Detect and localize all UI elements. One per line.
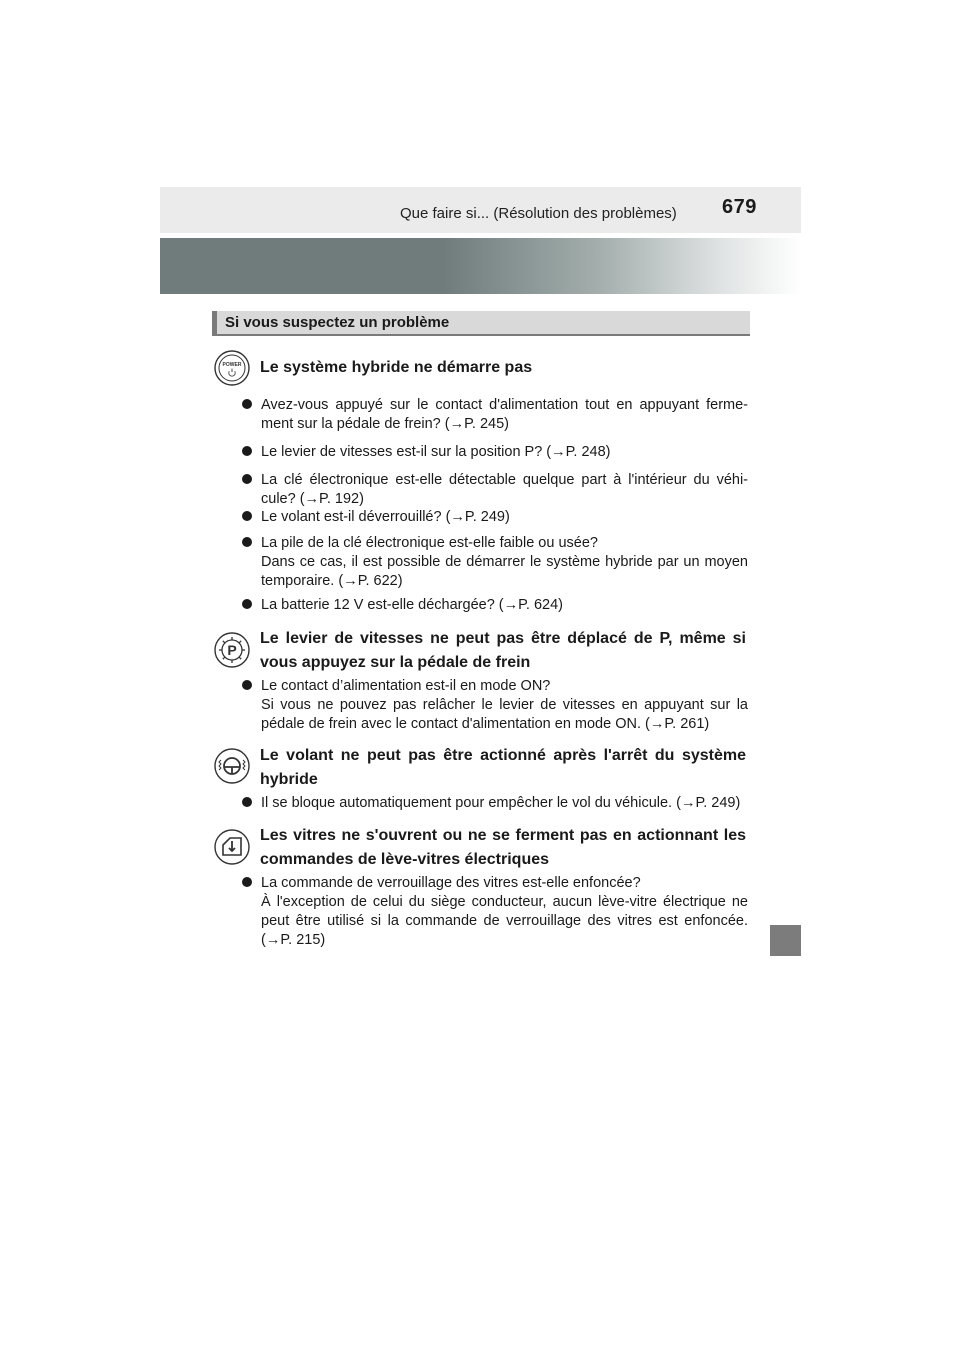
chapter-side-tab xyxy=(770,925,801,956)
section-heading-text: Si vous suspectez un problème xyxy=(225,314,450,331)
bullet-icon xyxy=(242,399,252,409)
bullet-icon xyxy=(242,537,252,547)
bullet-icon xyxy=(242,474,252,484)
list-item: Avez-vous appuyé sur le contact d'alimentation tout en appuyant ferme- ment sur la pédale de frein? (→P. 245) xyxy=(242,396,748,434)
list-item: Le levier de vitesses est-il sur la position P? (→P. 248) xyxy=(242,443,748,462)
steering-lock-icon xyxy=(214,748,250,784)
list-item: Il se bloque automatiquement pour empêcher le vol du véhicule. (→P. 249) xyxy=(242,794,748,813)
bullet-icon xyxy=(242,446,252,456)
list-item: La commande de verrouillage des vitres est-elle enfoncée? À l'exception de celui du siège conducteur, aucun lève-vitre électrique ne peut être utilisé si la commande de verrouillage des vitres est enfoncée. (→P. 215) xyxy=(242,874,748,950)
topic-title: Les vitres ne s'ouvrent ou ne se ferment pas en actionnant les commandes de lève-vitres électriques xyxy=(260,827,746,868)
topic-title: Le système hybride ne démarre pas xyxy=(260,359,533,376)
list-item: Le contact d’alimentation est-il en mode ON? Si vous ne pouvez pas relâcher le levier de vitesses en appuyant sur la pédale de frein avec le contact d'alimentation en mode ON. (→P. 261) xyxy=(242,677,748,734)
topic-title: Le volant ne peut pas être actionné après l'arrêt du système hybride xyxy=(260,747,746,788)
power-icon-label: POWER xyxy=(222,362,242,368)
bullet-icon xyxy=(242,797,252,807)
header-title: Que faire si... (Résolution des problèmes) xyxy=(400,205,677,222)
list-item: La batterie 12 V est-elle déchargée? (→P. 624) xyxy=(242,596,748,615)
list-item: Le volant est-il déverrouillé? (→P. 249) xyxy=(242,508,748,527)
bullet-icon xyxy=(242,680,252,690)
power-window-icon xyxy=(214,829,250,865)
topic-title: Le levier de vitesses ne peut pas être déplacé de P, même si vous appuyez sur la pédale de frein xyxy=(260,630,746,671)
bullet-icon xyxy=(242,511,252,521)
power-button-icon xyxy=(214,350,250,386)
chapter-banner xyxy=(160,238,801,294)
gear-p-icon xyxy=(214,632,250,668)
bullet-icon xyxy=(242,599,252,609)
section-heading xyxy=(212,311,750,336)
page-number: 679 xyxy=(722,196,757,218)
list-item: La pile de la clé électronique est-elle faible ou usée? Dans ce cas, il est possible de démarrer le système hybride par un moyen temporaire. (→P. 622) xyxy=(242,534,748,591)
bullet-icon xyxy=(242,877,252,887)
gear-icon-label: P xyxy=(227,642,237,658)
list-item: La clé électronique est-elle détectable quelque part à l'intérieur du véhi- cule? (→P. 192) xyxy=(242,471,748,509)
